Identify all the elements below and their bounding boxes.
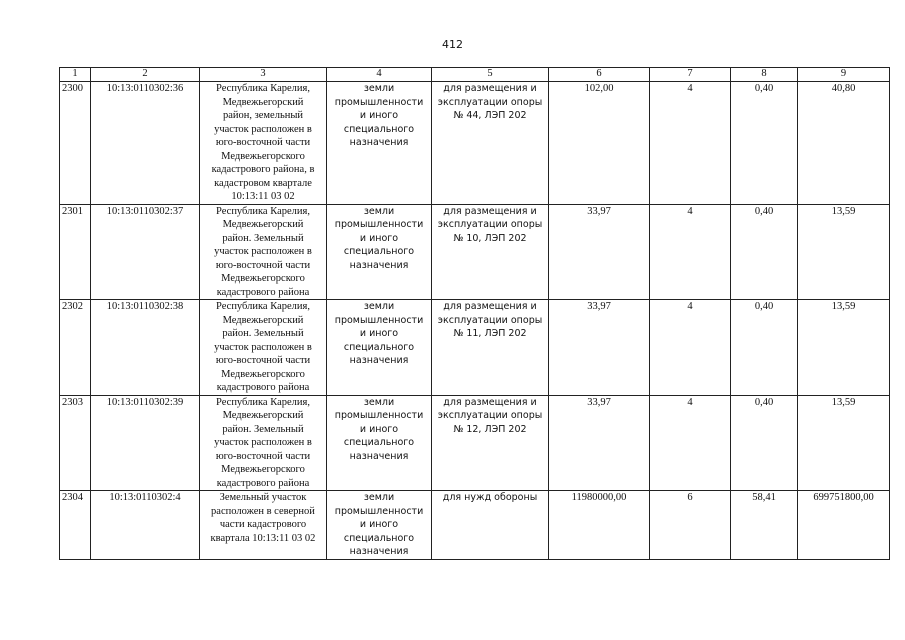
location-cell-line: юго-восточной части: [215, 259, 311, 271]
location-cell-line: участок расположен в: [214, 341, 312, 353]
category-cell-line: специального: [343, 341, 415, 353]
row-number: 2302: [60, 300, 91, 396]
location-cell-line: 10:13:11 03 02: [231, 191, 295, 202]
category-cell-line: и иного: [359, 232, 399, 244]
location-cell-line: Медвежьегорский: [222, 96, 304, 108]
col7-cell: 6: [650, 491, 731, 560]
location-cell-line: Земельный участок: [219, 492, 307, 503]
purpose-cell: [432, 395, 549, 491]
category-cell: [327, 491, 432, 560]
col8-cell: 58,41: [731, 491, 798, 560]
cadastral-number: 10:13:0110302:37: [91, 204, 200, 300]
row-number: 2300: [60, 82, 91, 205]
location-cell-line: участок расположен в: [214, 123, 312, 135]
purpose-cell-line: эксплуатации опоры: [437, 314, 543, 326]
row-number: 2303: [60, 395, 91, 491]
location-cell-line: Медвежьегорский: [222, 219, 304, 230]
location-cell-line: Республика Карелия,: [216, 301, 310, 312]
purpose-cell-line: для размещения и: [443, 83, 537, 94]
purpose-cell-line: эксплуатации опоры: [437, 410, 543, 421]
location-cell-line: юго-восточной части: [215, 137, 311, 148]
header-cell: 1: [60, 68, 91, 82]
purpose-cell: [432, 491, 549, 560]
category-cell-line: промышленности: [334, 505, 424, 517]
header-cell: 2: [91, 68, 200, 82]
area-cell: 33,97: [549, 204, 650, 300]
location-cell-line: Республика Карелия,: [216, 83, 310, 94]
location-cell-line: юго-восточной части: [215, 450, 311, 462]
page-number: 412: [442, 38, 463, 51]
location-cell-line: район, земельный: [222, 110, 304, 121]
location-cell-line: Медвежьегорского: [221, 150, 305, 162]
location-cell-line: Медвежьегорский: [222, 410, 304, 421]
purpose-cell-line: для нужд обороны: [442, 492, 538, 503]
purpose-cell-line: для размещения и: [443, 301, 537, 312]
purpose-cell-line: эксплуатации опоры: [437, 219, 543, 230]
header-cell: 9: [798, 68, 890, 82]
category-cell-line: земли: [363, 83, 395, 94]
header-cell: 6: [549, 68, 650, 82]
category-cell-line: специального: [343, 246, 415, 257]
row-number: 2304: [60, 491, 91, 560]
category-cell-line: специального: [343, 532, 415, 544]
area-cell: 33,97: [549, 300, 650, 396]
location-cell-line: юго-восточной части: [215, 355, 311, 366]
category-cell-line: промышленности: [334, 219, 424, 230]
table-row: [60, 491, 890, 560]
location-cell: [200, 300, 327, 396]
header-cell: 7: [650, 68, 731, 82]
category-cell-line: назначения: [349, 259, 409, 271]
area-cell: 33,97: [549, 395, 650, 491]
col8-cell: 0,40: [731, 395, 798, 491]
cadastral-number: 10:13:0110302:36: [91, 82, 200, 205]
purpose-cell-line: для размещения и: [443, 205, 537, 217]
location-cell-line: кадастрового района: [216, 286, 310, 298]
location-cell-line: Медвежьегорского: [221, 368, 305, 380]
col9-cell: 13,59: [798, 300, 890, 396]
location-cell-line: район. Земельный: [222, 232, 304, 244]
col8-cell: 0,40: [731, 204, 798, 300]
land-plots-table: [59, 67, 890, 560]
category-cell-line: земли: [363, 301, 395, 312]
location-cell: [200, 395, 327, 491]
location-cell: [200, 204, 327, 300]
category-cell-line: специального: [343, 123, 415, 135]
cadastral-number: 10:13:0110302:39: [91, 395, 200, 491]
col8-cell: 0,40: [731, 300, 798, 396]
category-cell-line: земли: [363, 492, 395, 503]
col7-cell: 4: [650, 204, 731, 300]
category-cell-line: и иного: [359, 110, 399, 121]
table-row: [60, 204, 890, 300]
location-cell-line: Медвежьегорский: [222, 314, 304, 326]
location-cell-line: район. Земельный: [222, 328, 304, 339]
purpose-cell: [432, 300, 549, 396]
category-cell-line: и иного: [359, 519, 399, 530]
header-row: [60, 68, 890, 82]
location-cell-line: расположен в северной: [211, 505, 315, 517]
location-cell-line: район. Земельный: [222, 423, 304, 435]
location-cell-line: квартала 10:13:11 03 02: [210, 532, 316, 544]
location-cell-line: кадастрового района, в: [211, 164, 315, 175]
category-cell-line: промышленности: [334, 96, 424, 108]
location-cell: [200, 491, 327, 560]
header-cell: 4: [327, 68, 432, 82]
category-cell: [327, 300, 432, 396]
location-cell-line: кадастрового района: [216, 382, 310, 393]
purpose-cell-line: эксплуатации опоры: [437, 96, 543, 108]
purpose-cell-line: для размещения и: [443, 396, 537, 408]
location-cell-line: участок расположен в: [214, 246, 312, 257]
col7-cell: 4: [650, 300, 731, 396]
cadastral-number: 10:13:0110302:4: [91, 491, 200, 560]
header-cell: 3: [200, 68, 327, 82]
col7-cell: 4: [650, 395, 731, 491]
area-cell: 11980000,00: [549, 491, 650, 560]
purpose-cell-line: № 10, ЛЭП 202: [453, 232, 527, 244]
location-cell-line: кадастровом квартале: [214, 177, 312, 189]
location-cell-line: Медвежьегорского: [221, 273, 305, 284]
purpose-cell-line: № 44, ЛЭП 202: [453, 110, 527, 121]
category-cell-line: назначения: [349, 450, 409, 462]
purpose-cell-line: № 12, ЛЭП 202: [453, 423, 527, 435]
cadastral-number: 10:13:0110302:38: [91, 300, 200, 396]
col9-cell: 699751800,00: [798, 491, 890, 560]
col9-cell: 13,59: [798, 395, 890, 491]
category-cell-line: специального: [343, 437, 415, 448]
location-cell-line: Республика Карелия,: [216, 205, 310, 217]
category-cell-line: назначения: [349, 355, 409, 366]
purpose-cell-line: № 11, ЛЭП 202: [453, 328, 527, 339]
row-number: 2301: [60, 204, 91, 300]
category-cell-line: промышленности: [334, 410, 424, 421]
location-cell-line: Медвежьегорского: [221, 464, 305, 475]
category-cell: [327, 82, 432, 205]
category-cell-line: промышленности: [334, 314, 424, 326]
category-cell-line: земли: [363, 205, 395, 217]
location-cell-line: участок расположен в: [214, 437, 312, 448]
table-row: [60, 300, 890, 396]
area-cell: 102,00: [549, 82, 650, 205]
category-cell-line: и иного: [359, 328, 399, 339]
col7-cell: 4: [650, 82, 731, 205]
location-cell-line: кадастрового района: [216, 477, 310, 489]
category-cell: [327, 204, 432, 300]
category-cell-line: назначения: [349, 137, 409, 148]
header-cell: 8: [731, 68, 798, 82]
col8-cell: 0,40: [731, 82, 798, 205]
purpose-cell: [432, 204, 549, 300]
category-cell-line: и иного: [359, 423, 399, 435]
col9-cell: 13,59: [798, 204, 890, 300]
purpose-cell: [432, 82, 549, 205]
category-cell: [327, 395, 432, 491]
header-cell: 5: [432, 68, 549, 82]
location-cell-line: Республика Карелия,: [216, 396, 310, 408]
location-cell-line: части кадастрового: [219, 519, 307, 530]
table-row: [60, 82, 890, 205]
location-cell: [200, 82, 327, 205]
col9-cell: 40,80: [798, 82, 890, 205]
table-row: [60, 395, 890, 491]
category-cell-line: земли: [363, 396, 395, 408]
category-cell-line: назначения: [349, 546, 409, 557]
